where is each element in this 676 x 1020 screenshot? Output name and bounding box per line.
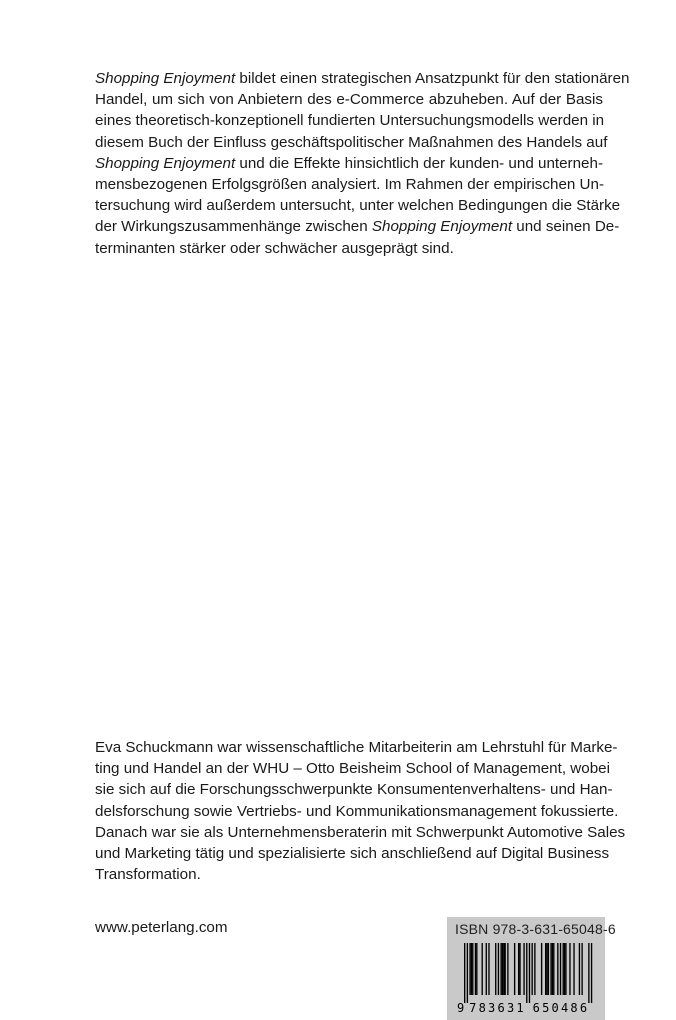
barcode-bar <box>588 943 589 1003</box>
barcode-bar <box>502 943 503 995</box>
barcode-bar <box>518 943 519 995</box>
isbn-barcode-box <box>447 917 616 1020</box>
barcode-digit: 8 <box>570 1001 578 1015</box>
barcode-bar <box>526 943 527 1003</box>
barcode-bar <box>500 943 501 995</box>
bio-line: Danach war sie als Unternehmensberaterin mit Schwerpunkt Automotive Sales <box>95 823 626 841</box>
barcode <box>453 941 599 1017</box>
barcode-bar <box>541 943 542 995</box>
barcode-bar <box>532 943 533 995</box>
barcode-bar <box>579 943 580 995</box>
abstract-line <box>95 68 630 89</box>
abstract-line <box>95 132 608 153</box>
barcode-bar <box>471 943 472 995</box>
author-bio <box>95 737 626 885</box>
text-run: bildet einen strategischen Ansatzpunkt für den stationären <box>235 70 630 87</box>
emphasis-term: Shopping Enjoyment <box>95 70 236 87</box>
barcode-bar <box>503 943 504 995</box>
barcode-bar <box>514 943 515 995</box>
barcode-bar <box>548 943 549 995</box>
barcode-bar <box>507 943 508 995</box>
emphasis-term: Shopping Enjoyment <box>371 218 513 236</box>
barcode-bar <box>557 943 558 995</box>
text-run: mensbezogenen Erfolgsgrößen analysiert. Im Rahmen der empirischen Un- <box>95 176 605 194</box>
barcode-bar <box>552 943 553 995</box>
barcode-bar <box>505 943 506 995</box>
barcode-digit: 5 <box>542 1001 550 1015</box>
bio-line: Eva Schuckmann war wissenschaftliche Mitarbeiterin am Lehrstuhl für Marke- <box>95 739 618 756</box>
barcode-bar <box>550 943 551 995</box>
publisher-url[interactable]: www.peterlang.com <box>95 919 228 936</box>
barcode-bar <box>482 943 483 995</box>
text-run: terminanten stärker oder schwächer ausgeprägt sind. <box>95 239 454 257</box>
barcode-bar <box>534 943 535 995</box>
abstract-line <box>95 195 621 216</box>
barcode-bar <box>529 943 530 1003</box>
barcode-bar <box>495 943 496 995</box>
barcode-bar <box>591 943 592 1003</box>
barcode-bar <box>573 943 574 995</box>
barcode-bar <box>488 943 489 995</box>
barcode-bar <box>475 943 476 995</box>
emphasis-term: Shopping Enjoyment <box>95 154 236 172</box>
text-run: Handel, um sich von Anbietern des e-Commerce abzuheben. Auf der Basis <box>95 91 603 109</box>
barcode-bar <box>467 943 468 1003</box>
barcode-bar <box>564 943 565 995</box>
barcode-digit: 6 <box>579 1001 588 1015</box>
text-run: diesem Buch der Einfluss geschäftspolitischer Maßnahmen des Handels auf <box>95 133 608 151</box>
barcode-bar <box>553 943 554 995</box>
abstract-line <box>95 89 603 110</box>
barcode-digit: 4 <box>560 1001 569 1015</box>
text-run: eines theoretisch-konzeptionell fundierten Untersuchungsmodells werden in <box>95 112 605 130</box>
barcode-bar <box>464 943 465 1003</box>
barcode-bar <box>498 943 499 995</box>
abstract <box>95 68 630 259</box>
barcode-digit: 3 <box>488 1001 496 1015</box>
barcode-digit: 7 <box>469 1001 477 1015</box>
abstract-line <box>95 238 603 259</box>
barcode-bar <box>545 943 546 995</box>
barcode-bar <box>523 943 524 995</box>
barcode-bar <box>546 943 547 995</box>
bio-line: Transformation. <box>95 866 201 884</box>
abstract-line <box>95 110 603 131</box>
barcode-bar <box>476 943 477 995</box>
barcode-digit: 6 <box>497 1001 505 1015</box>
bio-line: und Marketing tätig und spezialisierte sich anschließend auf Digital Business <box>95 845 610 863</box>
text-run: und seinen De- <box>512 218 620 236</box>
text-run: und die Effekte hinsichtlich der kunden- und unterneh- <box>235 154 604 172</box>
barcode-bar <box>581 943 582 995</box>
barcode-bar <box>569 943 570 995</box>
abstract-line <box>95 174 603 195</box>
barcode-bar <box>565 943 566 995</box>
barcode-digit: 8 <box>478 1001 486 1015</box>
text-run: der Wirkungszusammenhänge zwischen <box>95 218 372 236</box>
barcode-digit: 9 <box>457 1001 465 1015</box>
barcode-digit: 3 <box>506 1001 515 1015</box>
bio-line: sie sich auf die Forschungsschwerpunkte Konsumentenverhaltens- und Han- <box>95 781 613 799</box>
barcode-digit: 6 <box>532 1001 540 1015</box>
abstract-line <box>95 153 603 174</box>
barcode-bar <box>519 943 520 995</box>
isbn-label: ISBN 978-3-631-65048-6 <box>455 921 616 937</box>
barcode-digit: 0 <box>551 1001 559 1015</box>
bio-line: delsforschung sowie Vertriebs- und Kommunikationsmanagement fokussierte. <box>95 802 619 820</box>
text-run: tersuchung wird außerdem untersucht, unter welchen Bedingungen die Stärke <box>95 197 621 215</box>
barcode-bar <box>469 943 470 995</box>
barcode-bar <box>472 943 473 995</box>
barcode-bar <box>563 943 564 995</box>
barcode-bar <box>560 943 561 995</box>
bio-line: ting und Handel an der WHU – Otto Beisheim School of Management, wobei <box>95 760 610 778</box>
barcode-bar <box>486 943 487 995</box>
barcode-digit: 1 <box>516 1001 524 1015</box>
abstract-line <box>95 216 620 237</box>
